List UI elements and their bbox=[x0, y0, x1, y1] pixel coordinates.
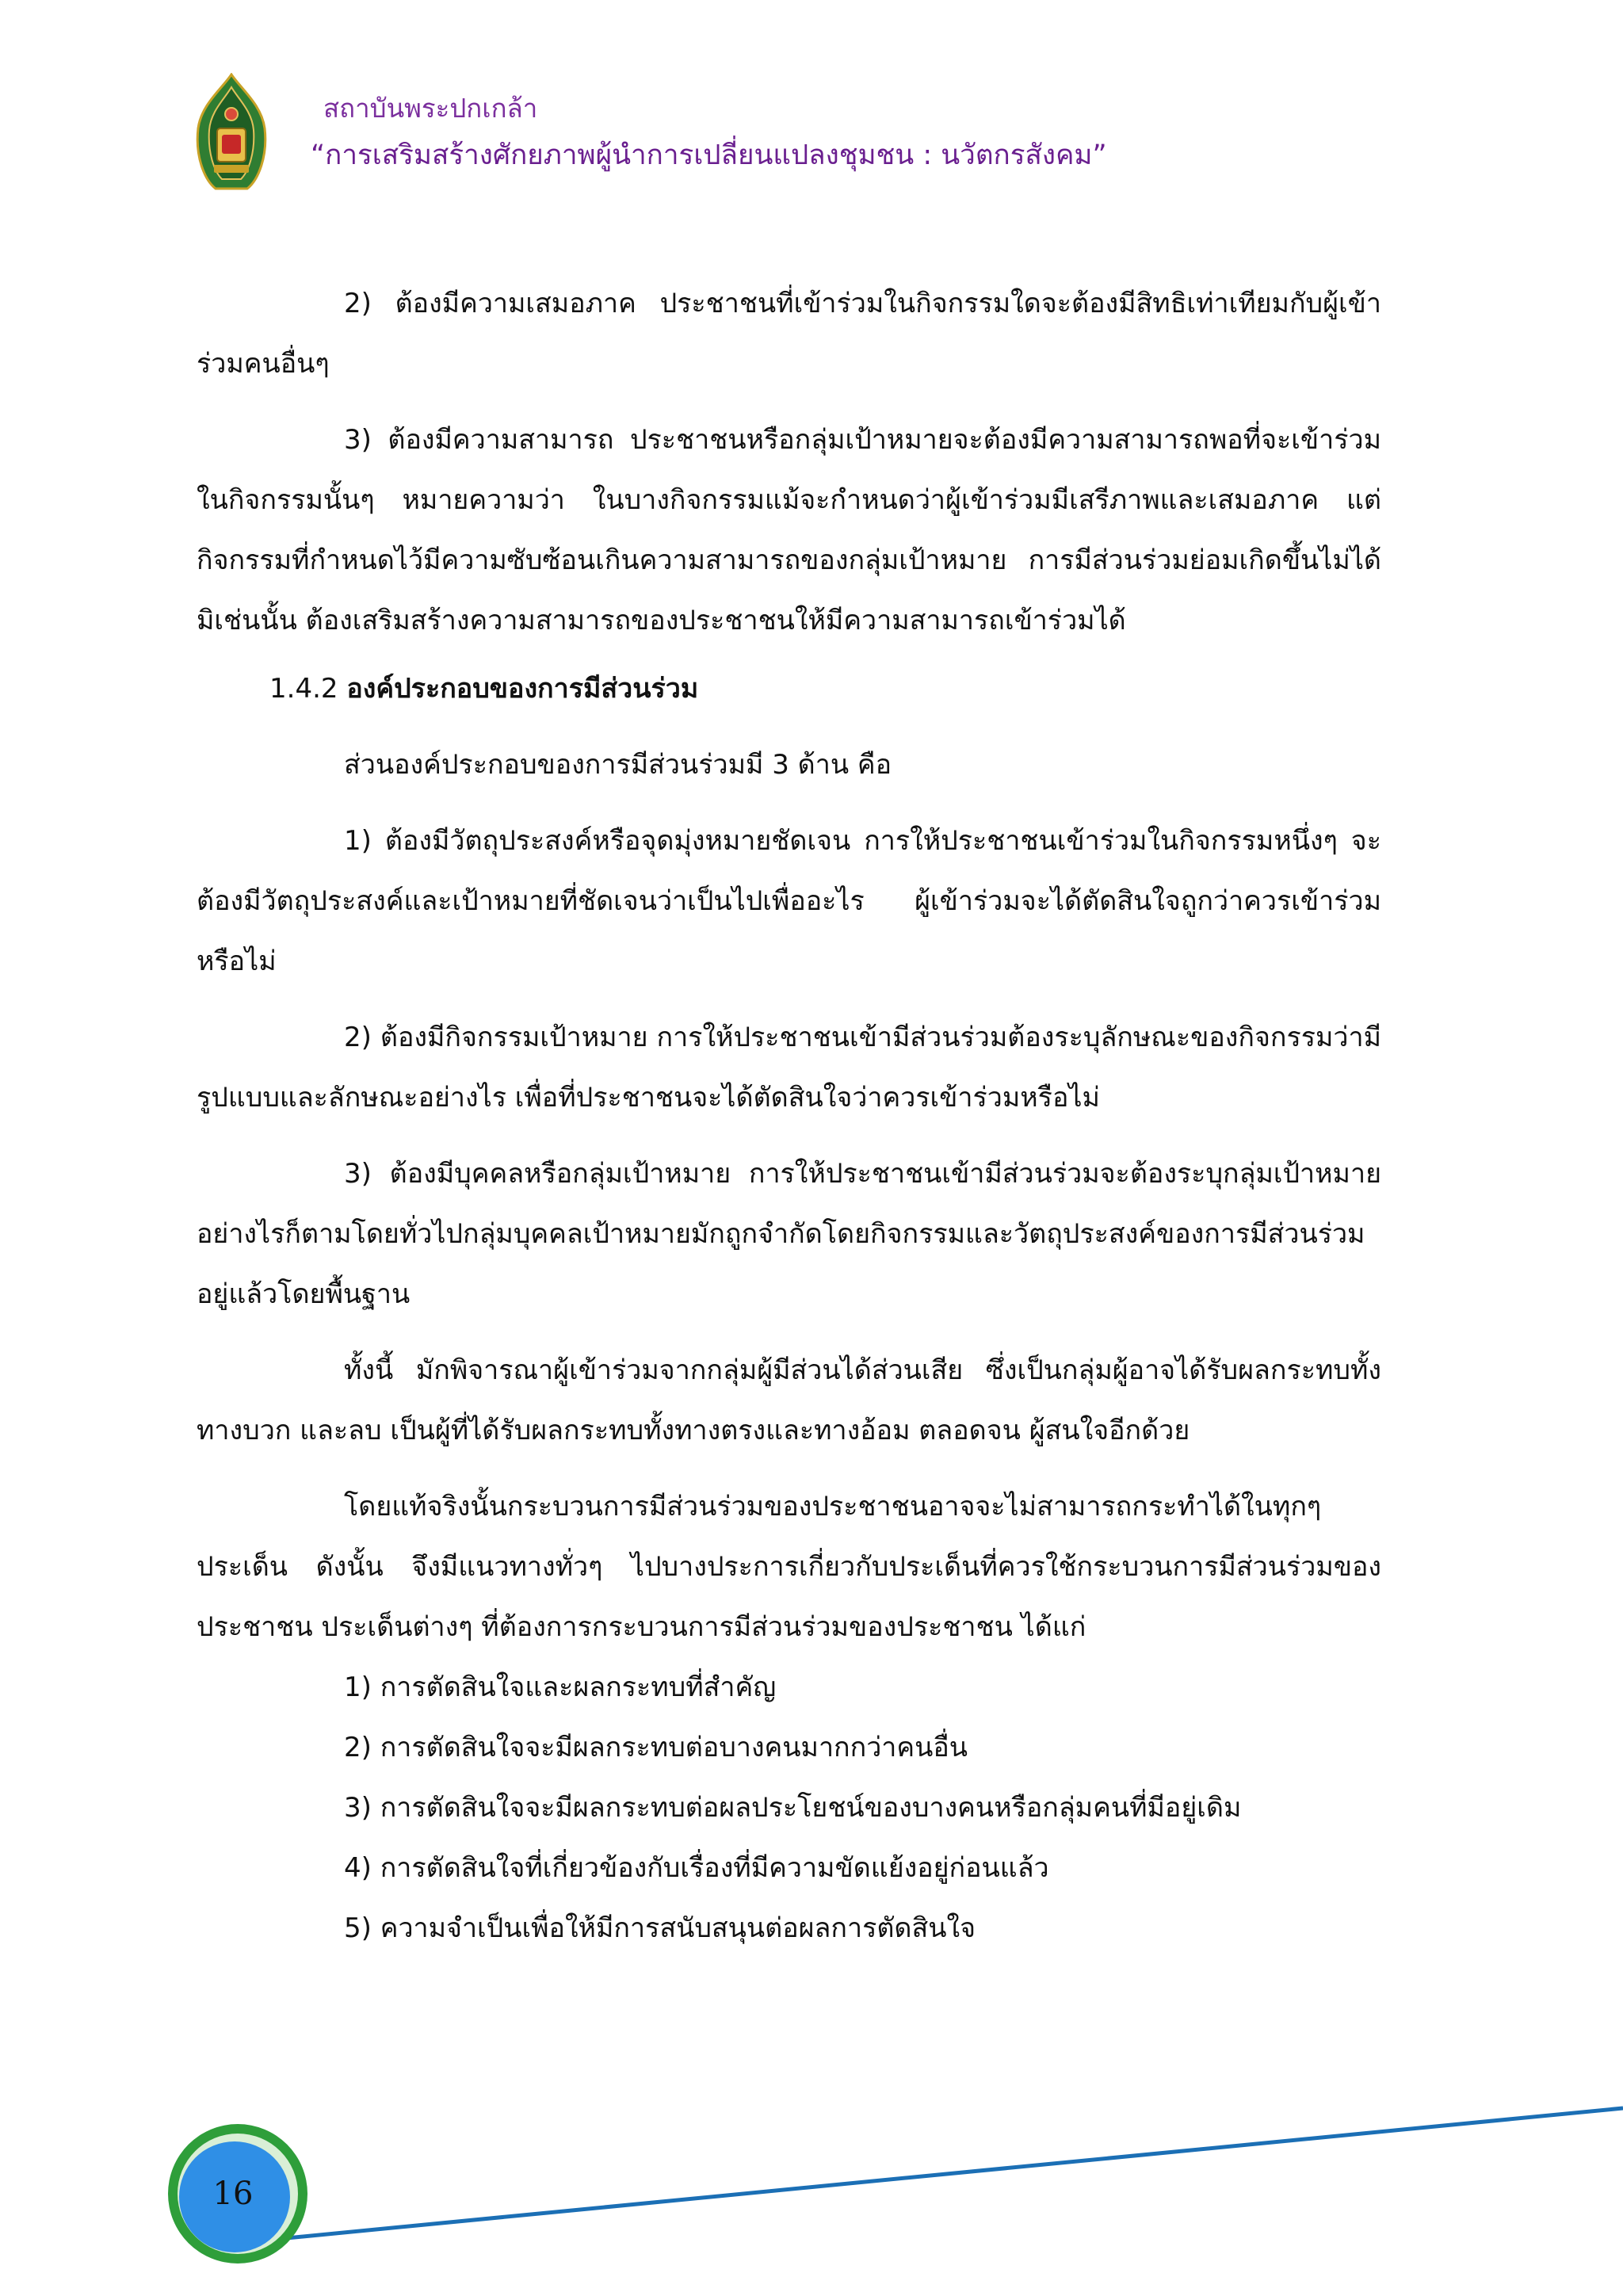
list-item: 4) การตัดสินใจที่เกี่ยวข้องกับเรื่องที่มีความขัดแย้งอยู่ก่อนแล้ว bbox=[344, 1852, 1049, 1884]
list-item: 2) การตัดสินใจจะมีผลกระทบต่อบางคนมากกว่าคนอื่น bbox=[344, 1732, 968, 1763]
institute-emblem-logo bbox=[193, 73, 269, 192]
section-title: องค์ประกอบของการมีส่วนร่วม bbox=[346, 673, 699, 705]
component-item-1: 1) ต้องมีวัตถุประสงค์หรือจุดมุ่งหมายชัดเจน การให้ประชาชนเข้าร่วมในกิจกรรมหนึ่งๆ จะต้องมีวัตถุประสงค์และเป้าหมายที่ชัดเจนว่าเป็นไปเพื่ออะไร ผู้เข้าร่วมจะได้ตัดสินใจถูกว่าควรเข้าร่วมหรือไม่ bbox=[197, 825, 1381, 977]
document-body bbox=[197, 273, 1381, 1958]
list-item: 1) การตัดสินใจและผลกระทบที่สำคัญ bbox=[344, 1671, 777, 1703]
component-item-3: 3) ต้องมีบุคคลหรือกลุ่มเป้าหมาย การให้ประชาชนเข้ามีส่วนร่วมจะต้องระบุกลุ่มเป้าหมาย อย่างไรก็ตามโดยทั่วไปกลุ่มบุคคลเป้าหมายมักถูกจำกัดโดยกิจกรรมและวัตถุประสงค์ของการมีส่วนร่วมอยู่แล้วโดยพื้นฐาน bbox=[197, 1158, 1381, 1310]
page-number: 16 bbox=[212, 2176, 254, 2212]
section-heading bbox=[269, 659, 1381, 719]
section-number: 1.4.2 bbox=[269, 673, 338, 705]
paragraph-equality: 2) ต้องมีความเสมอภาค ประชาชนที่เข้าร่วมในกิจกรรมใดจะต้องมีสิทธิเท่าเทียมกับผู้เข้าร่วมคนอื่นๆ bbox=[197, 288, 1381, 380]
stakeholder-note: ทั้งนี้ มักพิจารณาผู้เข้าร่วมจากกลุ่มผู้มีส่วนได้ส่วนเสีย ซึ่งเป็นกลุ่มผู้อาจได้รับผลกระทบทั้งทางบวก และลบ เป็นผู้ที่ได้รับผลกระทบทั้งทางตรงและทางอ้อม ตลอดจน ผู้สนใจอีกด้วย bbox=[197, 1354, 1381, 1446]
list-item: 3) การตัดสินใจจะมีผลกระทบต่อผลประโยชน์ของบางคนหรือกลุ่มคนที่มีอยู่เดิม bbox=[344, 1792, 1242, 1824]
section-intro: ส่วนองค์ประกอบของการมีส่วนร่วมมี 3 ด้าน คือ bbox=[344, 749, 892, 781]
institution-name: สถาบันพระปกเกล้า bbox=[323, 93, 538, 124]
issues-intro: โดยแท้จริงนั้นกระบวนการมีส่วนร่วมของประชาชนอาจจะไม่สามารถกระทำได้ในทุกๆ ประเด็น ดังนั้น จึงมีแนวทางทั่วๆ ไปบางประการเกี่ยวกับประเด็นที่ควรใช้กระบวนการมีส่วนร่วมของประชาชน ประเด็นต่างๆ ที่ต้องการกระบวนการมีส่วนร่วมของประชาชน ได้แก่ bbox=[197, 1491, 1381, 1643]
footer-line bbox=[238, 2108, 1623, 2243]
list-item: 5) ความจำเป็นเพื่อให้มีการสนับสนุนต่อผลการตัดสินใจ bbox=[344, 1912, 976, 1944]
component-item-2: 2) ต้องมีกิจกรรมเป้าหมาย การให้ประชาชนเข้ามีส่วนร่วมต้องระบุลักษณะของกิจกรรมว่ามีรูปแบบและลักษณะอย่างไร เพื่อที่ประชาชนจะได้ตัดสินใจว่าควรเข้าร่วมหรือไม่ bbox=[197, 1022, 1381, 1114]
project-title: “การเสริมสร้างศักยภาพผู้นำการเปลี่ยนแปลงชุมชน : นวัตกรสังคม” bbox=[311, 139, 1107, 171]
issues-list bbox=[197, 1657, 1381, 1958]
paragraph-capability: 3) ต้องมีความสามารถ ประชาชนหรือกลุ่มเป้าหมายจะต้องมีความสามารถพอที่จะเข้าร่วมในกิจกรรมนั้นๆ หมายความว่า ในบางกิจกรรมแม้จะกำหนดว่าผู้เข้าร่วมมีเสรีภาพและเสมอภาค แต่กิจกรรมที่กำหนดไว้มีความซับซ้อนเกินความสามารถของกลุ่มเป้าหมาย การมีส่วนร่วมย่อมเกิดขึ้นไม่ได้ มิเช่นนั้น ต้องเสริมสร้างความสามารถของประชาชนให้มีความสามารถเข้าร่วมได้ bbox=[197, 424, 1381, 636]
